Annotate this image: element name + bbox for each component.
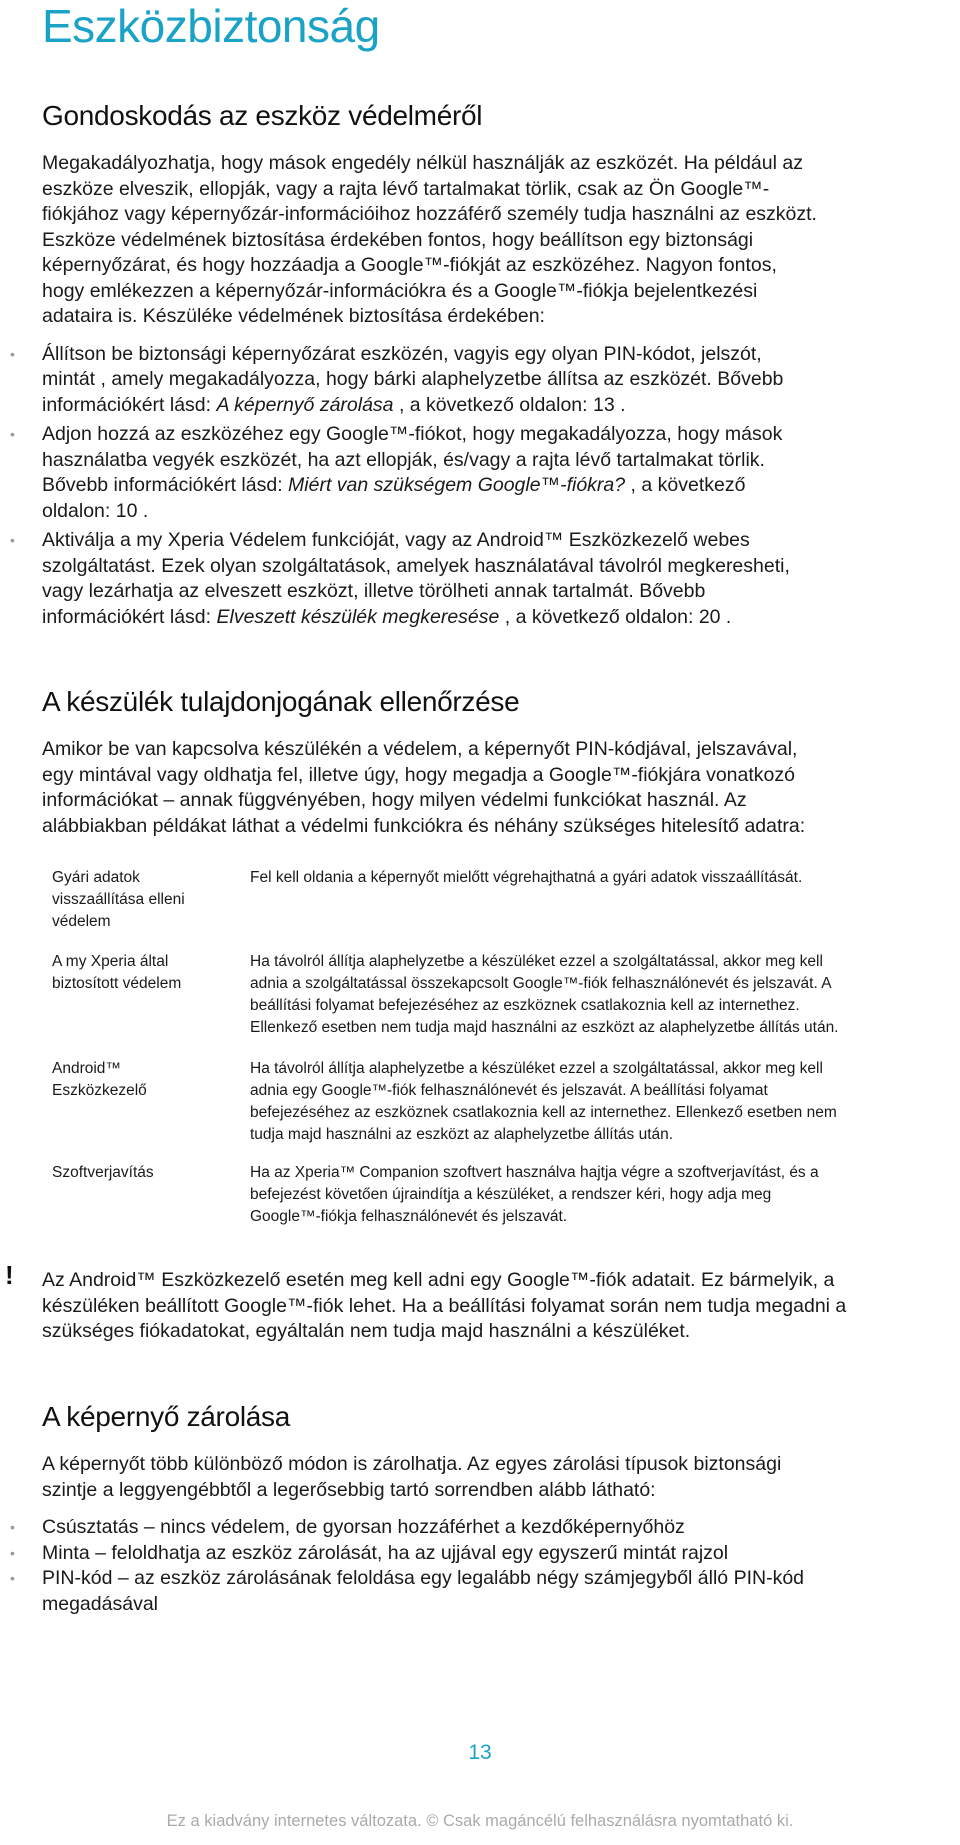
section-paragraph: A képernyőt több különböző módon is zárolhatja. Az egyes zárolási típusok biztonsági szintje a leggyengébbtől a legerősebbig tartó sorrendben alább látható:	[42, 1453, 782, 1501]
bullet-icon: •	[10, 1570, 15, 1586]
table-row	[42, 867, 926, 951]
bullet-icon: •	[10, 1519, 15, 1535]
bullet-icon: •	[10, 345, 15, 362]
list-item: • Csúsztatás – nincs védelem, de gyorsan hozzáférhet a kezdőképernyőhöz	[42, 1515, 926, 1541]
table-row	[42, 1058, 926, 1162]
section-heading: A készülék tulajdonjogának ellenőrzése	[42, 686, 520, 717]
bullet-icon: •	[10, 1544, 15, 1561]
list-item: • Adjon hozzá az eszközéhez egy Google™-fiókot, hogy megakadályozza, hogy mások használatba vegyék eszközét, ha azt ellopják, és/vagy a rajta lévő tartalmakat törlik. Bővebb információkért lásd: Miért van szükségem Google™-fiókra? , a következő oldalon: 10 .	[10, 423, 783, 522]
feature-description-cell: Ha távolról állítja alaphelyzetbe a készüléket ezzel a szolgáltatással, akkor meg kell adnia egy Google™-fiók felhasználónevét és jelszavát. A beállítási folyamat befejezéséhez az eszköznek csatlakoznia kell az internethez. Ellenkező esetben nem tudja majd használni az eszközt az alaphelyzetbe állítás után.	[250, 1060, 837, 1143]
feature-name-cell: Android™ Eszközkezelő	[52, 1060, 147, 1099]
feature-name-cell: Szoftverjavítás	[52, 1164, 154, 1181]
list-item: • Aktiválja a my Xperia Védelem funkcióját, vagy az Android™ Eszközkezelő webes szolgáltatást. Ezek olyan szolgáltatások, amelyek használatával távolról megkeresheti, vagy lezárhatja az elveszett eszközt, illetve törölheti annak tartalmát. Bővebb információkért lásd: Elveszett készülék megkeresése , a következő oldalon: 20 .	[10, 529, 790, 628]
feature-name-cell: Gyári adatok visszaállítása elleni védelem	[52, 869, 185, 930]
feature-description-cell: Ha az Xperia™ Companion szoftvert használva hajtja végre a szoftverjavítást, és a befejezést követően újraindítja a készüléket, a rendszer kéri, hogy adja meg Google™-fiókja felhasználónevét és jelszavát.	[250, 1164, 819, 1225]
exclamation-icon: !	[5, 1260, 14, 1290]
section-paragraph: Megakadályozhatja, hogy mások engedély nélkül használják az eszközét. Ha például az eszköze elveszik, ellopják, vagy a rajta lévő tartalmakat törlik, csak az Ön Google™- fiókjához vagy képernyőzár-információihoz hozzáférő személy tudja használni az eszközt. Eszköze védelmének biztosítása érdekében fontos, hogy beállítson egy biztonsági képernyőzárat, és hogy hozzáadja a Google™-fiókját az eszközéhez. Nagyon fontos, hogy emlékezzen a képernyőzár-információkra és a Google™-fiókja bejelentkezési adataira is. Készüléke védelmének biztosítása érdekében:	[42, 152, 817, 327]
section-screen-lock	[10, 1400, 926, 1617]
list-item: • Minta – feloldhatja az eszköz zárolását, ha az ujjával egy egyszerű mintát rajzol	[42, 1541, 926, 1567]
table-row	[42, 1162, 926, 1242]
cross-reference-link[interactable]: Elveszett készülék megkeresése	[216, 605, 500, 628]
feature-description-cell: Fel kell oldania a képernyőt mielőtt végrehajthatná a gyári adatok visszaállítását.	[250, 869, 803, 886]
table-row	[42, 951, 926, 1058]
cross-reference-link[interactable]: A képernyő zárolása	[216, 393, 394, 416]
cross-reference-link[interactable]: Miért van szükségem Google™-fiókra?	[288, 474, 626, 496]
feature-description-cell: Ha távolról állítja alaphelyzetbe a készüléket ezzel a szolgáltatással, akkor meg kell adnia a szolgáltatással összekapcsolt Google™-fiók felhasználónevét és jelszavát. A beállítási folyamat befejezéséhez az eszköznek csatlakoznia kell az internethez. Ellenkező esetben nem tudja majd használni az eszközt az alaphelyzetbe állítás után.	[250, 953, 839, 1036]
protection-bullet-list	[10, 342, 926, 631]
footer-notice: Ez a kiadvány internetes változata. © Csak magáncélú felhasználásra nyomtatható ki.	[166, 1812, 794, 1830]
list-item: • Állítson be biztonsági képernyőzárat eszközén, vagyis egy olyan PIN-kódot, jelszót, mintát , amely megakadályozza, hogy bárki alaphelyzetbe állítsa az eszközét. Bővebb információkért lásd: A képernyő zárolása , a következő oldalon: 13 .	[10, 342, 784, 416]
security-feature-table	[42, 867, 926, 1242]
important-note: Az Android™ Eszközkezelő esetén meg kell adni egy Google™-fiók adatait. Ez bármelyik, a készüléken beállított Google™-fiók lehet. Ha a beállítási folyamat során nem tudja megadni a szükséges fiókadatokat, egyáltalán nem tudja majd használni a készüléket.	[42, 1269, 847, 1342]
page-number: 13	[468, 1741, 492, 1764]
section-paragraph: Amikor be van kapcsolva készülékén a védelem, a képernyőt PIN-kódjával, jelszavával, egy mintával vagy oldhatja fel, illetve úgy, hogy megadja a Google™-fiókjára vonatkozó információkat – annak függvényében, hogy milyen védelmi funkciókat használ. Az alábbiakban példákat láthat a védelmi funkciókra és néhány szükséges hitelesítő adatra:	[42, 738, 806, 837]
section-device-protection	[10, 99, 926, 630]
section-heading: Gondoskodás az eszköz védelméről	[42, 100, 483, 131]
bullet-icon: •	[10, 532, 15, 548]
page-title: Eszközbiztonság	[42, 0, 380, 52]
feature-name-cell: A my Xperia által biztosított védelem	[52, 953, 182, 992]
section-heading: A képernyő zárolása	[42, 1401, 291, 1432]
section-ownership-verification	[42, 685, 926, 839]
list-item: • PIN-kód – az eszköz zárolásának feloldása egy legalább négy számjegyből álló PIN-kód megadásával	[10, 1567, 805, 1615]
lock-type-bullet-list	[10, 1515, 926, 1617]
bullet-icon: •	[10, 426, 15, 442]
